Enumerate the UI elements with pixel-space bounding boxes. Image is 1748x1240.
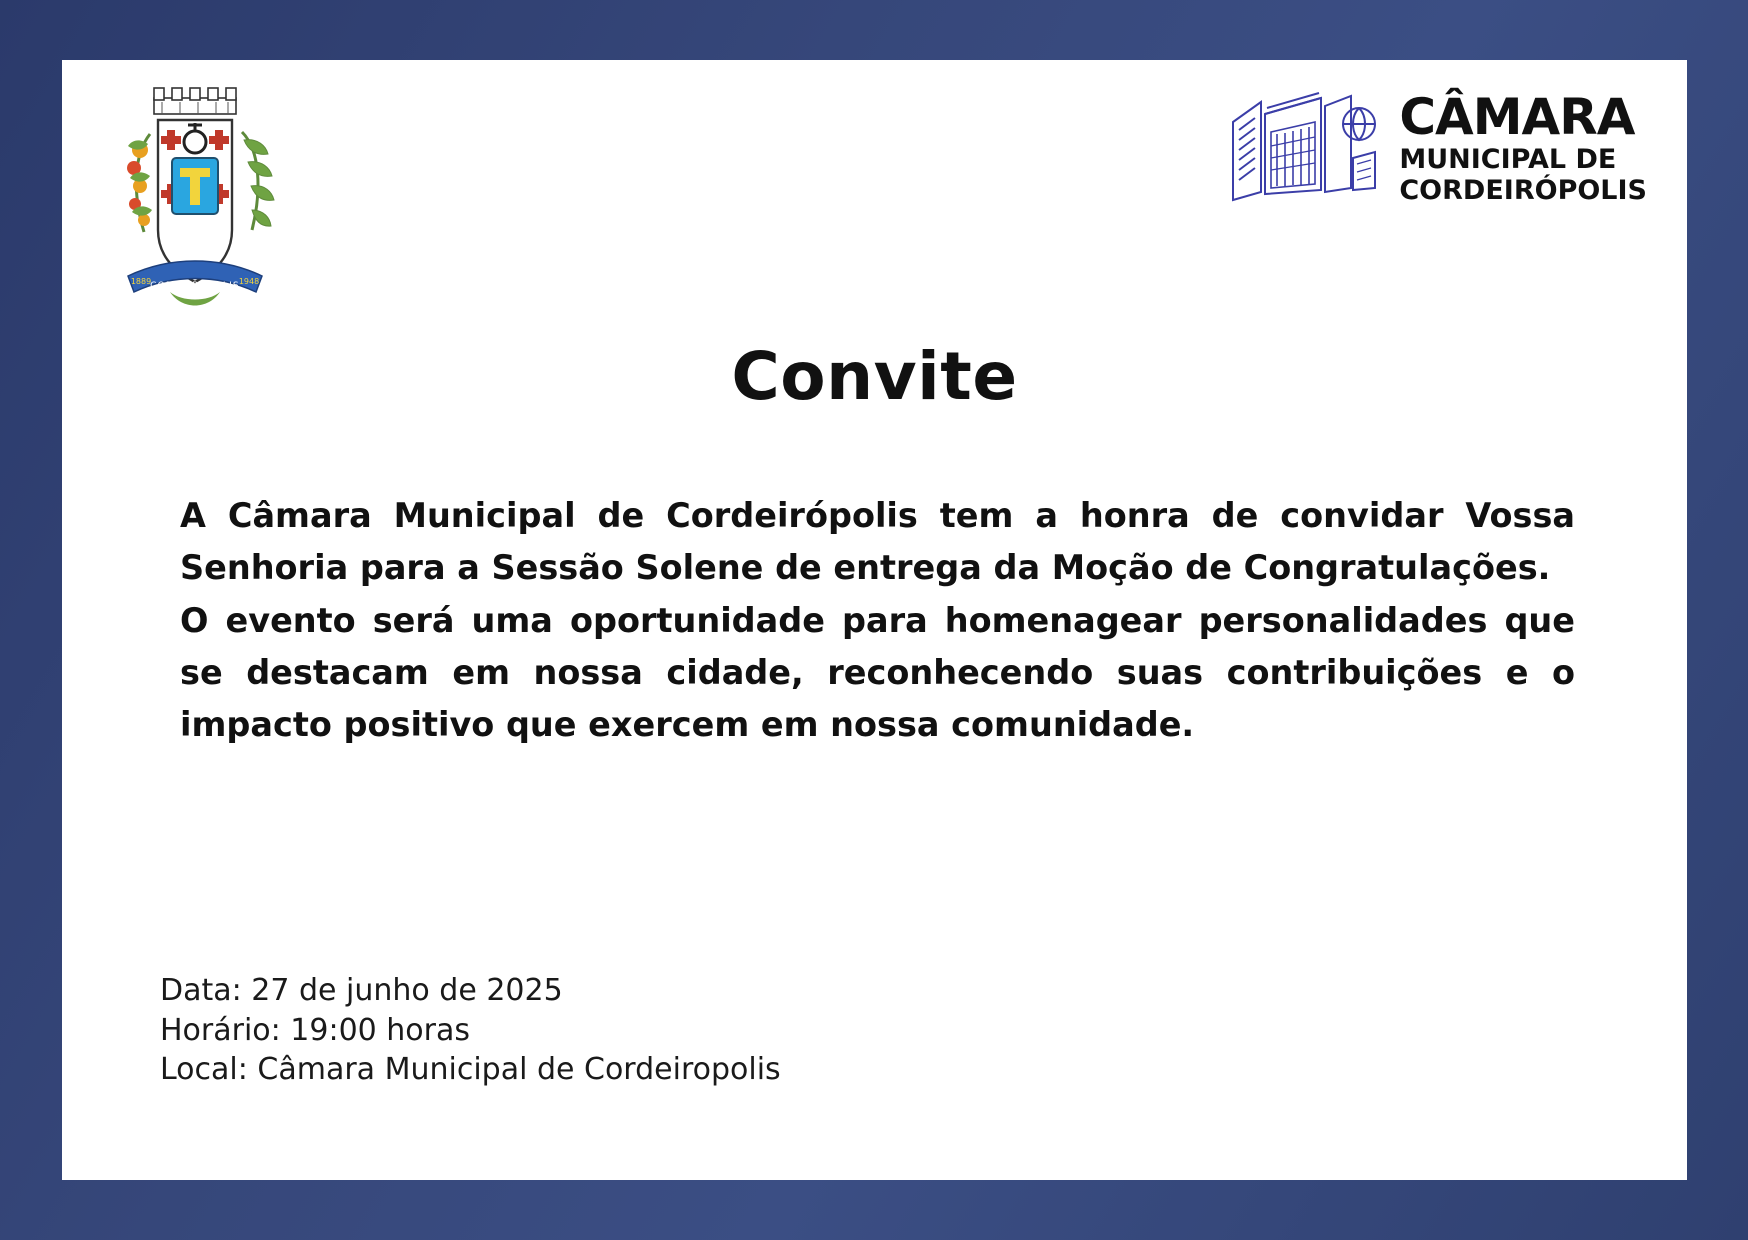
page-title: Convite — [731, 338, 1018, 415]
logo-line-2: MUNICIPAL DE — [1399, 144, 1617, 175]
event-time: Horário: 19:00 horas — [160, 1012, 471, 1048]
svg-text:1889: 1889 — [130, 277, 152, 286]
invitation-card — [62, 60, 1687, 1180]
invitation-paragraph-2: O evento será uma oportunidade para homenagear personalidades que se destacam em nossa cidade, reconhecendo suas contribuições e o impacto positivo que exercem em nossa comunidade. — [180, 600, 1575, 744]
camara-logo-text — [1399, 88, 1647, 206]
logo-line-1: CÂMARA — [1399, 88, 1635, 146]
logo-line-3: CORDEIRÓPOLIS — [1399, 175, 1647, 206]
event-location: Local: Câmara Municipal de Cordeiropolis — [160, 1052, 781, 1088]
invitation-body — [180, 490, 1575, 751]
svg-text:CORDEIROPOLIS: CORDEIROPOLIS — [150, 281, 240, 291]
event-details — [160, 971, 781, 1090]
event-date: Data: 27 de junho de 2025 — [160, 973, 563, 1009]
invitation-paragraph-1: A Câmara Municipal de Cordeirópolis tem a honra de convidar Vossa Senhoria para a Sessão Solene de entrega da Moção de Congratulações. — [180, 496, 1575, 588]
camara-logo — [1225, 88, 1647, 208]
svg-text:1948: 1948 — [238, 277, 260, 286]
cordeiropolis-coat-of-arms-icon — [110, 80, 280, 310]
camara-building-icon — [1225, 88, 1385, 208]
